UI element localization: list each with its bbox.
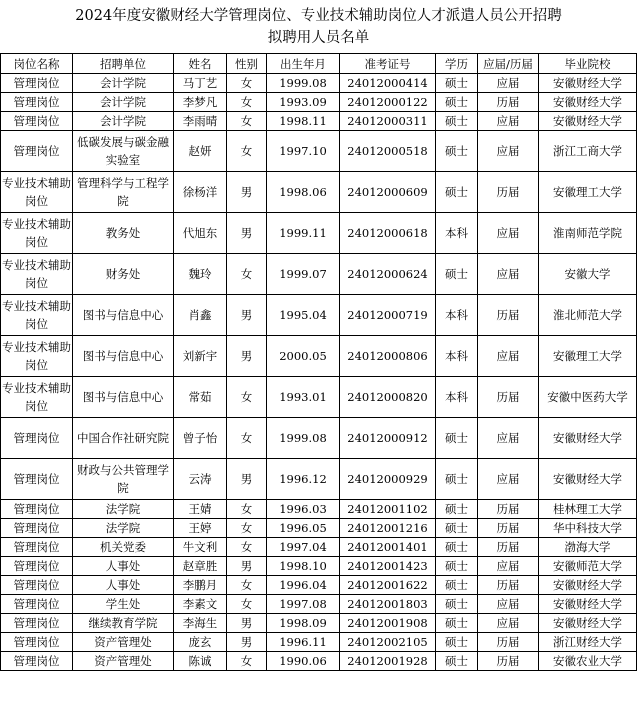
cell-exam-number: 24012001622 xyxy=(340,576,436,595)
cell-graduate-status: 应届 xyxy=(478,557,539,576)
title-line-2: 拟聘用人员名单 xyxy=(267,30,370,46)
cell-graduate-status: 应届 xyxy=(478,74,539,93)
table-row xyxy=(1,576,637,595)
cell-gender: 女 xyxy=(227,418,267,459)
cell-graduate-status: 应届 xyxy=(478,213,539,254)
column-header: 姓名 xyxy=(174,54,227,74)
cell-birth: 1996.04 xyxy=(267,576,340,595)
cell-school: 淮北师范大学 xyxy=(539,295,637,336)
cell-unit: 图书与信息中心 xyxy=(73,377,174,418)
cell-graduate-status: 历届 xyxy=(478,500,539,519)
cell-school: 安徽财经大学 xyxy=(539,576,637,595)
cell-school: 安徽中医药大学 xyxy=(539,377,637,418)
cell-gender: 女 xyxy=(227,377,267,418)
cell-degree: 硕士 xyxy=(436,595,478,614)
cell-unit: 低碳发展与碳金融实验室 xyxy=(73,131,174,172)
cell-name: 徐杨洋 xyxy=(174,172,227,213)
cell-unit: 会计学院 xyxy=(73,112,174,131)
cell-unit: 法学院 xyxy=(73,500,174,519)
cell-unit: 学生处 xyxy=(73,595,174,614)
cell-birth: 2000.05 xyxy=(267,336,340,377)
table-row xyxy=(1,213,637,254)
cell-school: 安徽农业大学 xyxy=(539,652,637,671)
cell-graduate-status: 应届 xyxy=(478,112,539,131)
cell-unit: 资产管理处 xyxy=(73,633,174,652)
cell-name: 李雨晴 xyxy=(174,112,227,131)
cell-birth: 1993.01 xyxy=(267,377,340,418)
cell-name: 云涛 xyxy=(174,459,227,500)
cell-degree: 硕士 xyxy=(436,459,478,500)
cell-name: 李海生 xyxy=(174,614,227,633)
cell-school: 浙江财经大学 xyxy=(539,633,637,652)
title-line-1: 2024年度安徽财经大学管理岗位、专业技术辅助岗位人才派遣人员公开招聘 xyxy=(75,8,562,24)
cell-exam-number: 24012000806 xyxy=(340,336,436,377)
cell-position: 专业技术辅助岗位 xyxy=(1,254,73,295)
cell-position: 管理岗位 xyxy=(1,519,73,538)
cell-gender: 男 xyxy=(227,336,267,377)
cell-school: 安徽财经大学 xyxy=(539,459,637,500)
cell-birth: 1998.06 xyxy=(267,172,340,213)
cell-name: 常茹 xyxy=(174,377,227,418)
cell-graduate-status: 历届 xyxy=(478,295,539,336)
cell-degree: 硕士 xyxy=(436,93,478,112)
table-row xyxy=(1,519,637,538)
cell-position: 管理岗位 xyxy=(1,633,73,652)
cell-birth: 1998.11 xyxy=(267,112,340,131)
cell-position: 专业技术辅助岗位 xyxy=(1,336,73,377)
cell-graduate-status: 应届 xyxy=(478,254,539,295)
cell-gender: 女 xyxy=(227,500,267,519)
cell-school: 安徽财经大学 xyxy=(539,112,637,131)
cell-gender: 女 xyxy=(227,112,267,131)
cell-name: 赵章胜 xyxy=(174,557,227,576)
cell-school: 渤海大学 xyxy=(539,538,637,557)
cell-degree: 本科 xyxy=(436,213,478,254)
cell-birth: 1999.11 xyxy=(267,213,340,254)
table-row xyxy=(1,131,637,172)
cell-exam-number: 24012001102 xyxy=(340,500,436,519)
table-row xyxy=(1,595,637,614)
cell-gender: 男 xyxy=(227,633,267,652)
cell-exam-number: 24012001908 xyxy=(340,614,436,633)
cell-school: 安徽师范大学 xyxy=(539,557,637,576)
cell-graduate-status: 应届 xyxy=(478,459,539,500)
cell-graduate-status: 应届 xyxy=(478,614,539,633)
cell-gender: 男 xyxy=(227,295,267,336)
cell-school: 安徽财经大学 xyxy=(539,93,637,112)
cell-name: 赵妍 xyxy=(174,131,227,172)
cell-degree: 硕士 xyxy=(436,557,478,576)
cell-birth: 1996.12 xyxy=(267,459,340,500)
cell-exam-number: 24012001216 xyxy=(340,519,436,538)
cell-graduate-status: 历届 xyxy=(478,93,539,112)
column-header: 学历 xyxy=(436,54,478,74)
cell-unit: 中国合作社研究院 xyxy=(73,418,174,459)
table-row xyxy=(1,557,637,576)
cell-unit: 人事处 xyxy=(73,576,174,595)
cell-gender: 女 xyxy=(227,254,267,295)
column-header: 毕业院校 xyxy=(539,54,637,74)
cell-degree: 硕士 xyxy=(436,576,478,595)
cell-birth: 1996.05 xyxy=(267,519,340,538)
cell-gender: 女 xyxy=(227,519,267,538)
cell-graduate-status: 应届 xyxy=(478,131,539,172)
table-row xyxy=(1,418,637,459)
cell-unit: 资产管理处 xyxy=(73,652,174,671)
cell-name: 庞玄 xyxy=(174,633,227,652)
cell-unit: 机关党委 xyxy=(73,538,174,557)
cell-graduate-status: 应届 xyxy=(478,595,539,614)
cell-position: 管理岗位 xyxy=(1,500,73,519)
cell-degree: 硕士 xyxy=(436,172,478,213)
cell-unit: 法学院 xyxy=(73,519,174,538)
cell-gender: 女 xyxy=(227,74,267,93)
cell-graduate-status: 应届 xyxy=(478,418,539,459)
cell-unit: 继续教育学院 xyxy=(73,614,174,633)
cell-graduate-status: 历届 xyxy=(478,576,539,595)
cell-position: 管理岗位 xyxy=(1,112,73,131)
cell-degree: 硕士 xyxy=(436,418,478,459)
cell-graduate-status: 历届 xyxy=(478,652,539,671)
cell-name: 魏玲 xyxy=(174,254,227,295)
cell-unit: 图书与信息中心 xyxy=(73,295,174,336)
cell-unit: 教务处 xyxy=(73,213,174,254)
table-header-row xyxy=(1,54,637,74)
cell-name: 李鹏月 xyxy=(174,576,227,595)
cell-name: 王婧 xyxy=(174,500,227,519)
cell-name: 代旭东 xyxy=(174,213,227,254)
cell-position: 管理岗位 xyxy=(1,652,73,671)
table-row xyxy=(1,112,637,131)
cell-position: 管理岗位 xyxy=(1,614,73,633)
cell-name: 马丁艺 xyxy=(174,74,227,93)
cell-birth: 1999.07 xyxy=(267,254,340,295)
cell-gender: 女 xyxy=(227,576,267,595)
cell-name: 王婷 xyxy=(174,519,227,538)
cell-school: 安徽财经大学 xyxy=(539,418,637,459)
cell-position: 管理岗位 xyxy=(1,595,73,614)
cell-degree: 硕士 xyxy=(436,74,478,93)
cell-exam-number: 24012000912 xyxy=(340,418,436,459)
cell-degree: 硕士 xyxy=(436,519,478,538)
cell-exam-number: 24012000122 xyxy=(340,93,436,112)
cell-degree: 硕士 xyxy=(436,131,478,172)
cell-graduate-status: 历届 xyxy=(478,633,539,652)
table-row xyxy=(1,74,637,93)
cell-graduate-status: 历届 xyxy=(478,377,539,418)
cell-graduate-status: 历届 xyxy=(478,538,539,557)
cell-position: 管理岗位 xyxy=(1,538,73,557)
cell-birth: 1996.03 xyxy=(267,500,340,519)
cell-graduate-status: 历届 xyxy=(478,172,539,213)
cell-unit: 财务处 xyxy=(73,254,174,295)
cell-degree: 本科 xyxy=(436,295,478,336)
table-row xyxy=(1,377,637,418)
cell-exam-number: 24012000929 xyxy=(340,459,436,500)
column-header: 出生年月 xyxy=(267,54,340,74)
cell-exam-number: 24012001401 xyxy=(340,538,436,557)
column-header: 岗位名称 xyxy=(1,54,73,74)
cell-name: 李梦凡 xyxy=(174,93,227,112)
cell-exam-number: 24012002105 xyxy=(340,633,436,652)
cell-degree: 硕士 xyxy=(436,112,478,131)
cell-school: 桂林理工大学 xyxy=(539,500,637,519)
cell-gender: 女 xyxy=(227,595,267,614)
cell-position: 专业技术辅助岗位 xyxy=(1,172,73,213)
cell-school: 浙江工商大学 xyxy=(539,131,637,172)
document-title xyxy=(0,0,637,53)
cell-school: 华中科技大学 xyxy=(539,519,637,538)
cell-exam-number: 24012000719 xyxy=(340,295,436,336)
table-row xyxy=(1,295,637,336)
cell-exam-number: 24012000311 xyxy=(340,112,436,131)
cell-birth: 1997.04 xyxy=(267,538,340,557)
table-row xyxy=(1,459,637,500)
cell-name: 刘新宇 xyxy=(174,336,227,377)
table-row xyxy=(1,254,637,295)
hiring-roster-table xyxy=(0,53,637,671)
cell-birth: 1999.08 xyxy=(267,418,340,459)
cell-name: 肖鑫 xyxy=(174,295,227,336)
cell-unit: 人事处 xyxy=(73,557,174,576)
cell-graduate-status: 应届 xyxy=(478,336,539,377)
column-header: 准考证号 xyxy=(340,54,436,74)
cell-gender: 男 xyxy=(227,557,267,576)
cell-birth: 1999.08 xyxy=(267,74,340,93)
cell-degree: 硕士 xyxy=(436,500,478,519)
cell-unit: 管理科学与工程学院 xyxy=(73,172,174,213)
cell-school: 安徽大学 xyxy=(539,254,637,295)
cell-exam-number: 24012000609 xyxy=(340,172,436,213)
table-row xyxy=(1,172,637,213)
cell-school: 淮南师范学院 xyxy=(539,213,637,254)
cell-position: 管理岗位 xyxy=(1,557,73,576)
cell-unit: 会计学院 xyxy=(73,93,174,112)
cell-degree: 硕士 xyxy=(436,538,478,557)
cell-position: 专业技术辅助岗位 xyxy=(1,213,73,254)
cell-gender: 男 xyxy=(227,459,267,500)
cell-school: 安徽理工大学 xyxy=(539,336,637,377)
table-row xyxy=(1,336,637,377)
cell-birth: 1996.11 xyxy=(267,633,340,652)
cell-unit: 财政与公共管理学院 xyxy=(73,459,174,500)
cell-gender: 女 xyxy=(227,131,267,172)
cell-exam-number: 24012000820 xyxy=(340,377,436,418)
cell-graduate-status: 历届 xyxy=(478,519,539,538)
cell-birth: 1997.10 xyxy=(267,131,340,172)
table-row xyxy=(1,614,637,633)
cell-school: 安徽财经大学 xyxy=(539,74,637,93)
cell-exam-number: 24012000618 xyxy=(340,213,436,254)
cell-degree: 硕士 xyxy=(436,614,478,633)
cell-degree: 本科 xyxy=(436,377,478,418)
cell-gender: 女 xyxy=(227,652,267,671)
cell-school: 安徽财经大学 xyxy=(539,614,637,633)
cell-birth: 1998.10 xyxy=(267,557,340,576)
cell-position: 专业技术辅助岗位 xyxy=(1,295,73,336)
cell-exam-number: 24012001928 xyxy=(340,652,436,671)
column-header: 应届/历届 xyxy=(478,54,539,74)
cell-unit: 图书与信息中心 xyxy=(73,336,174,377)
cell-exam-number: 24012000518 xyxy=(340,131,436,172)
table-row xyxy=(1,500,637,519)
cell-exam-number: 24012000624 xyxy=(340,254,436,295)
cell-position: 管理岗位 xyxy=(1,74,73,93)
cell-position: 管理岗位 xyxy=(1,576,73,595)
cell-school: 安徽理工大学 xyxy=(539,172,637,213)
cell-gender: 女 xyxy=(227,538,267,557)
cell-name: 曾子怡 xyxy=(174,418,227,459)
cell-degree: 硕士 xyxy=(436,652,478,671)
table-row xyxy=(1,93,637,112)
cell-birth: 1993.09 xyxy=(267,93,340,112)
cell-unit: 会计学院 xyxy=(73,74,174,93)
table-row xyxy=(1,652,637,671)
cell-position: 管理岗位 xyxy=(1,131,73,172)
cell-gender: 男 xyxy=(227,213,267,254)
cell-position: 管理岗位 xyxy=(1,459,73,500)
cell-birth: 1995.04 xyxy=(267,295,340,336)
column-header: 招聘单位 xyxy=(73,54,174,74)
cell-school: 安徽财经大学 xyxy=(539,595,637,614)
table-row xyxy=(1,633,637,652)
table-row xyxy=(1,538,637,557)
cell-position: 专业技术辅助岗位 xyxy=(1,377,73,418)
column-header: 性别 xyxy=(227,54,267,74)
cell-birth: 1997.08 xyxy=(267,595,340,614)
cell-name: 陈诚 xyxy=(174,652,227,671)
cell-gender: 男 xyxy=(227,172,267,213)
cell-degree: 硕士 xyxy=(436,254,478,295)
cell-exam-number: 24012000414 xyxy=(340,74,436,93)
cell-degree: 硕士 xyxy=(436,633,478,652)
cell-position: 管理岗位 xyxy=(1,418,73,459)
cell-exam-number: 24012001803 xyxy=(340,595,436,614)
cell-gender: 女 xyxy=(227,93,267,112)
cell-exam-number: 24012001423 xyxy=(340,557,436,576)
cell-degree: 本科 xyxy=(436,336,478,377)
cell-position: 管理岗位 xyxy=(1,93,73,112)
cell-name: 牛文利 xyxy=(174,538,227,557)
cell-gender: 男 xyxy=(227,614,267,633)
cell-birth: 1990.06 xyxy=(267,652,340,671)
cell-birth: 1998.09 xyxy=(267,614,340,633)
cell-name: 李素文 xyxy=(174,595,227,614)
